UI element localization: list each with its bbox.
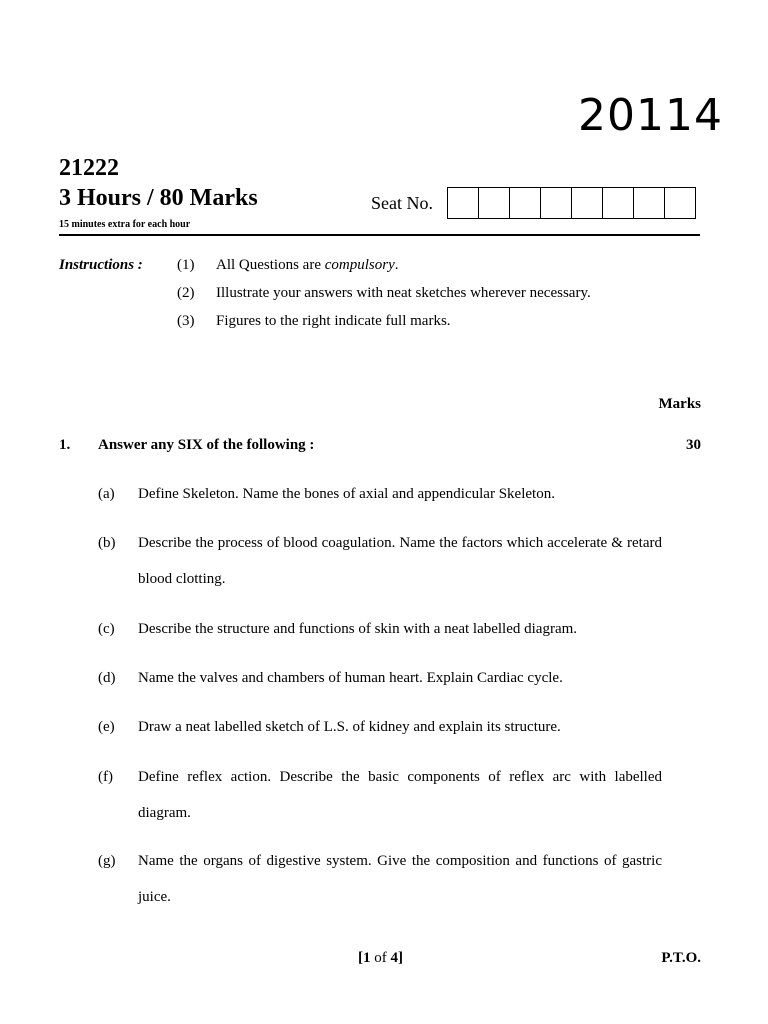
sub-question-text: Describe the process of blood coagulation. Name the factors which accelerate & retard blood clotting. [138, 535, 662, 587]
instructions-label: Instructions : [59, 257, 143, 273]
paper-serial-number: 20114 [578, 90, 723, 141]
sub-question-text: Define reflex action. Describe the basic components of reflex arc with labelled diagram. [138, 769, 662, 821]
question-number: 1. [59, 437, 71, 453]
page-indicator: [1 of 4] [358, 950, 403, 966]
sub-question-label: (e) [98, 719, 115, 735]
sub-question-label: (f) [98, 769, 113, 785]
seat-box[interactable] [571, 187, 603, 219]
seat-box[interactable] [664, 187, 696, 219]
seat-box[interactable] [478, 187, 510, 219]
instruction-text: Figures to the right indicate full marks. [216, 313, 451, 329]
sub-question-label: (g) [98, 853, 116, 869]
sub-question-text: Draw a neat labelled sketch of L.S. of kidney and explain its structure. [138, 719, 561, 735]
paper-code: 21222 [59, 155, 119, 181]
seat-box[interactable] [509, 187, 541, 219]
please-turn-over: P.T.O. [661, 950, 701, 966]
marks-column-heading: Marks [658, 396, 701, 412]
seat-number-label: Seat No. [371, 193, 433, 213]
instruction-text: All Questions are compulsory. [216, 257, 399, 273]
sub-question-text: Describe the structure and functions of skin with a neat labelled diagram. [138, 621, 578, 637]
instruction-number: (3) [177, 313, 195, 329]
question-text: Answer any SIX of the following : [98, 437, 315, 453]
extra-time-note: 15 minutes extra for each hour [59, 219, 191, 230]
seat-box[interactable] [447, 187, 479, 219]
question-marks: 30 [686, 437, 701, 453]
instruction-text: Illustrate your answers with neat sketches wherever necessary. [216, 285, 591, 301]
sub-question-text: Name the organs of digestive system. Give the composition and functions of gastric juice. [138, 853, 662, 905]
sub-question-label: (c) [98, 621, 115, 637]
sub-question-label: (a) [98, 486, 115, 502]
seat-box[interactable] [602, 187, 634, 219]
header-divider [59, 234, 700, 236]
sub-question-text: Name the valves and chambers of human heart. Explain Cardiac cycle. [138, 670, 563, 686]
seat-number-boxes[interactable] [447, 187, 696, 219]
seat-box[interactable] [540, 187, 572, 219]
duration-marks: 3 Hours / 80 Marks [59, 185, 258, 211]
seat-box[interactable] [633, 187, 665, 219]
sub-question-label: (d) [98, 670, 116, 686]
instruction-number: (1) [177, 257, 195, 273]
instruction-number: (2) [177, 285, 195, 301]
sub-question-text: Define Skeleton. Name the bones of axial and appendicular Skeleton. [138, 486, 555, 502]
sub-question-label: (b) [98, 535, 116, 551]
